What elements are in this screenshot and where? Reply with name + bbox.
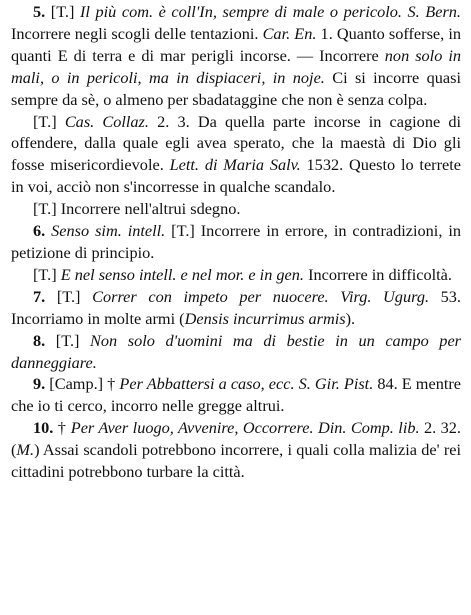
- body-text: 2. 3. Da quella parte incorse in cagione di offendere, dalla quale egli avea sperato, che la maestà di Dio gli fosse misericordievole.: [11, 111, 461, 175]
- body-text: Incorrere negli scogli delle tentazioni.: [11, 23, 263, 43]
- sense-number: 8.: [33, 330, 46, 350]
- source-tag: [T.]: [33, 199, 61, 219]
- italic-text: Non solo d'uomini ma di bestie in un campo per danneggiare.: [11, 330, 462, 372]
- source-tag: [T.]: [165, 221, 201, 241]
- body-text: Incorrere nell'altrui sdegno.: [60, 199, 241, 219]
- body-text: ) Assai scandoli potrebbono incorrere, i quali colla malizia de' rei cittadini potrebbono turbare la città.: [11, 440, 461, 482]
- source-tag: [T.]: [45, 286, 93, 306]
- italic-text: E nel senso intell. e nel mor. e in gen.: [60, 264, 304, 284]
- italic-text: Correr con impeto per nuocere. Virg. Ugurg.: [92, 286, 430, 306]
- body-text: [Camp.] †: [45, 374, 120, 394]
- source-tag: [T.]: [33, 264, 61, 284]
- body-text: Incorrere in difficoltà.: [304, 264, 452, 284]
- body-text: 84. E mentre che io ti cerco, incorro nelle gregge altrui.: [11, 374, 462, 416]
- entry-sense-8: [11, 330, 461, 374]
- italic-text: M.: [16, 440, 35, 460]
- sense-number: 5.: [33, 2, 46, 21]
- body-text: Incorrere in errore, in contradizioni, in petizione di principio.: [11, 221, 461, 262]
- body-text: 1. Quanto sofferse, in quanti E di terra e di mar perigli incorse. — Incorrere: [11, 23, 461, 65]
- sense-number: 6.: [33, 221, 46, 241]
- italic-text: Densis incurrimus armis: [184, 308, 346, 328]
- entry-sense-10: [11, 417, 461, 483]
- source-tag: [T.]: [33, 111, 65, 131]
- entry-sense-6-mor: [11, 264, 461, 286]
- sense-number: 10.: [33, 418, 54, 438]
- entry-sense-5: [11, 1, 461, 111]
- italic-text: non solo in mali, o in pericoli, ma in dispiaceri, in noje.: [11, 45, 461, 87]
- sense-number: 7.: [33, 286, 46, 306]
- body-text: Ci si incorre quasi sempre da sè, o almeno per sbadataggine che non è senza colpa.: [11, 67, 461, 109]
- body-text: ).: [345, 308, 356, 328]
- italic-text: Cas. Collaz.: [64, 111, 149, 131]
- italic-text: Senso sim. intell.: [45, 221, 166, 241]
- sense-number: 9.: [33, 374, 46, 394]
- body-text: 1532. Questo lo terrete in voi, acciò non s'incorresse in qualche scandalo.: [11, 155, 461, 197]
- entry-sense-9: [11, 373, 461, 417]
- entry-sense-5-sdegno: [11, 198, 461, 220]
- source-tag: [T.]: [45, 330, 91, 350]
- entry-sense-5-cas: [11, 111, 461, 199]
- body-text: 2. 32. (: [11, 418, 462, 460]
- italic-text: Lett. di Maria Salv.: [169, 155, 301, 175]
- body-text: 53. Incorriamo in molte armi (: [11, 286, 461, 328]
- italic-text: Il più com. è coll'In, sempre di male o pericolo. S. Bern.: [80, 2, 461, 21]
- body-text: †: [53, 418, 71, 438]
- italic-text: Per Abbattersi a caso, ecc. S. Gir. Pist.: [119, 374, 374, 394]
- italic-text: Per Aver luogo, Avvenire, Occorrere. Din. Comp. lib.: [70, 418, 420, 438]
- entry-sense-7: [11, 286, 461, 330]
- source-tag: [T.]: [45, 2, 80, 21]
- italic-text: Car. En.: [262, 23, 317, 43]
- entry-sense-6: [11, 220, 461, 264]
